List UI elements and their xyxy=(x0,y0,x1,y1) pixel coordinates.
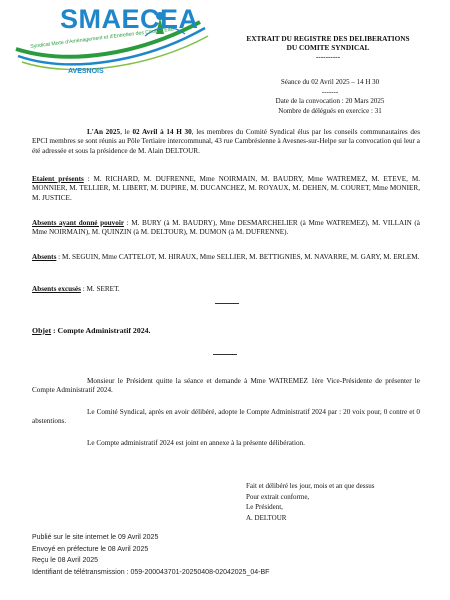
absents-paragraph xyxy=(32,253,420,262)
body-paragraph-3: Le Compte administratif 2024 est joint en annexe à la présente délibération. xyxy=(87,439,305,447)
presents-label: Etaient présents xyxy=(32,175,84,183)
signature-line-3: Le Président, xyxy=(246,503,283,511)
transmission-footer xyxy=(32,532,432,578)
objet-paragraph xyxy=(32,326,420,335)
header-line-1: EXTRAIT DU REGISTRE DES DELIBERATIONS xyxy=(246,34,410,43)
objet-label: Objet xyxy=(32,326,52,335)
absents-text: : M. SEGUIN, Mme CATTELOT, M. HIRAUX, Mme SELLIER, M. BETTIGNIES, M. NAVARRE, M. GARY, M. ERLEM. xyxy=(56,253,420,261)
logo-title: SMAECEA xyxy=(60,4,199,34)
signature-block xyxy=(246,481,436,523)
separator-2 xyxy=(213,354,237,355)
seance-meta xyxy=(245,78,415,116)
signature-line-1: Fait et délibéré les jour, mois et an que dessus xyxy=(246,482,375,490)
intro-sep: , le xyxy=(120,128,133,136)
separator-1 xyxy=(215,303,239,304)
footer-identifiant: Identifiant de télétransmission : 059-200043701-20250408-02042025_04-BF xyxy=(32,568,270,576)
signature-line-2: Pour extrait conforme, xyxy=(246,492,310,501)
header-line-3: ---------- xyxy=(315,52,341,61)
intro-paragraph xyxy=(32,128,420,156)
presents-text: : M. RICHARD, M. DUFRENNE, Mme NOIRMAIN, M. BAUDRY, Mme WATREMEZ, M. ETEVE, M. MONNIER, M. TELLIER, M. LIBERT, M. DUPIRE, M. DUCANCHEZ, M. ROYAUX, M. DEHEN, M. COURET, Mme MONIER, M. JUSTICE. xyxy=(32,175,421,202)
absents-label: Absents xyxy=(32,253,57,261)
intro-date: 02 Avril à 14 H 30 xyxy=(132,128,192,136)
pouvoirs-text: : M. BURY (à M. BAUDRY), Mme DESMARCHELIER (à Mme WATREMEZ), M. VILLAIN (à Mme NOIRMAIN), M. QUINZIN (à M. DELTOUR), M. DUMON (à M. DUFRENNE). xyxy=(32,219,420,237)
intro-text: , les membres du Comité Syndical élus par les conseils communautaires des EPCI membres se sont réunis au Pôle Tertiaire intercommunal, 43 rue Cambrésienne à Avesnes-sur-Helpe sur la convocation qui leur a été adressée et sous la présidence de M. Alain DELTOUR. xyxy=(32,128,421,155)
pouvoirs-label: Absents ayant donné pouvoir xyxy=(32,219,125,227)
footer-recu: Reçu le 08 Avril 2025 xyxy=(32,557,99,564)
excuses-paragraph xyxy=(32,285,420,294)
convocation-date: Date de la convocation : 20 Mars 2025 xyxy=(275,97,385,105)
logo-region: AVESNOIS xyxy=(68,68,104,75)
body-paragraph-1: Monsieur le Président quitte la séance et demande à Mme WATREMEZ 1ère Vice-Présidente de présenter le Compte Administratif 2024. xyxy=(32,377,420,395)
seance-date: Séance du 02 Avril 2025 – 14 H 30 xyxy=(280,78,380,86)
excuses-text: : M. SERET. xyxy=(80,285,120,293)
meta-dash: ------- xyxy=(321,87,339,96)
signature-name: A. DELTOUR xyxy=(246,513,287,522)
body-paragraph-2: Le Comité Syndical, après en avoir délibéré, adopte le Compte Administratif 2024 par : 20 voix pour, 0 contre et 0 abstentions. xyxy=(32,408,420,426)
registre-header xyxy=(228,34,428,61)
excuses-label: Absents excusés xyxy=(32,285,81,293)
presents-paragraph xyxy=(32,175,420,203)
intro-year: L'An 2025 xyxy=(87,128,121,136)
delegues-count: Nombre de délégués en exercice : 31 xyxy=(278,106,382,115)
logo-subtitle: Syndicat Mixte d'Aménagement et d'Entretien des Cours d'Eau xyxy=(30,26,174,50)
objet-text: : Compte Administratif 2024. xyxy=(51,326,151,335)
header-line-2: DU COMITE SYNDICAL xyxy=(286,43,370,52)
footer-envoye: Envoyé en préfecture le 08 Avril 2025 xyxy=(32,545,149,553)
pouvoirs-paragraph xyxy=(32,219,420,238)
smaecea-logo xyxy=(10,4,210,86)
footer-publie: Publié sur le site internet le 09 Avril 2025 xyxy=(32,534,159,541)
